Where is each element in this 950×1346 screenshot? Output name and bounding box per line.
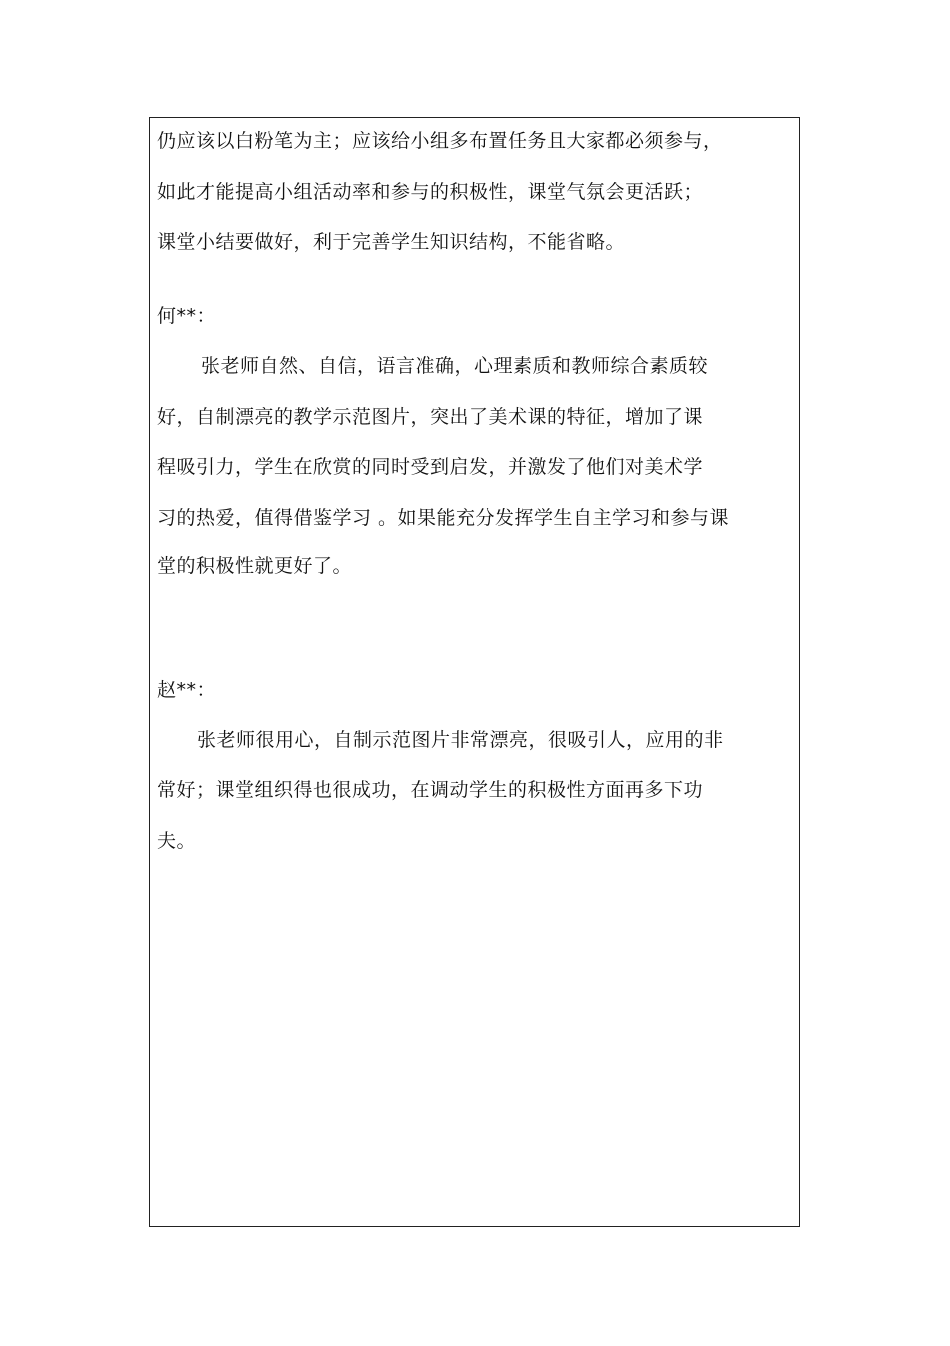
comment-line: 程吸引力，学生在欣赏的同时受到启发，并激发了他们对美术学 <box>157 456 704 478</box>
intro-line: 课堂小结要做好，利于完善学生知识结构，不能省略。 <box>157 231 626 253</box>
intro-line: 仍应该以白粉笔为主；应该给小组多布置任务且大家都必须参与， <box>157 130 723 152</box>
comment-line: 张老师自然、自信，语言准确，心理素质和教师综合素质较 <box>201 355 709 377</box>
reviewer-name: 何**： <box>157 305 217 327</box>
comment-line: 堂的积极性就更好了。 <box>157 555 353 577</box>
comment-table-cell <box>149 117 800 1227</box>
comment-line: 习的热爱，值得借鉴学习 。如果能充分发挥学生自主学习和参与课 <box>157 507 730 529</box>
comment-line: 张老师很用心，自制示范图片非常漂亮，很吸引人，应用的非 <box>197 729 724 751</box>
intro-line: 如此才能提高小组活动率和参与的积极性，课堂气氛会更活跃； <box>157 181 704 203</box>
comment-line: 常好；课堂组织得也很成功，在调动学生的积极性方面再多下功 <box>157 779 704 801</box>
reviewer-name: 赵**： <box>157 679 217 701</box>
comment-line: 夫。 <box>157 830 197 852</box>
comment-line: 好，自制漂亮的教学示范图片，突出了美术课的特征，增加了课 <box>157 406 704 428</box>
